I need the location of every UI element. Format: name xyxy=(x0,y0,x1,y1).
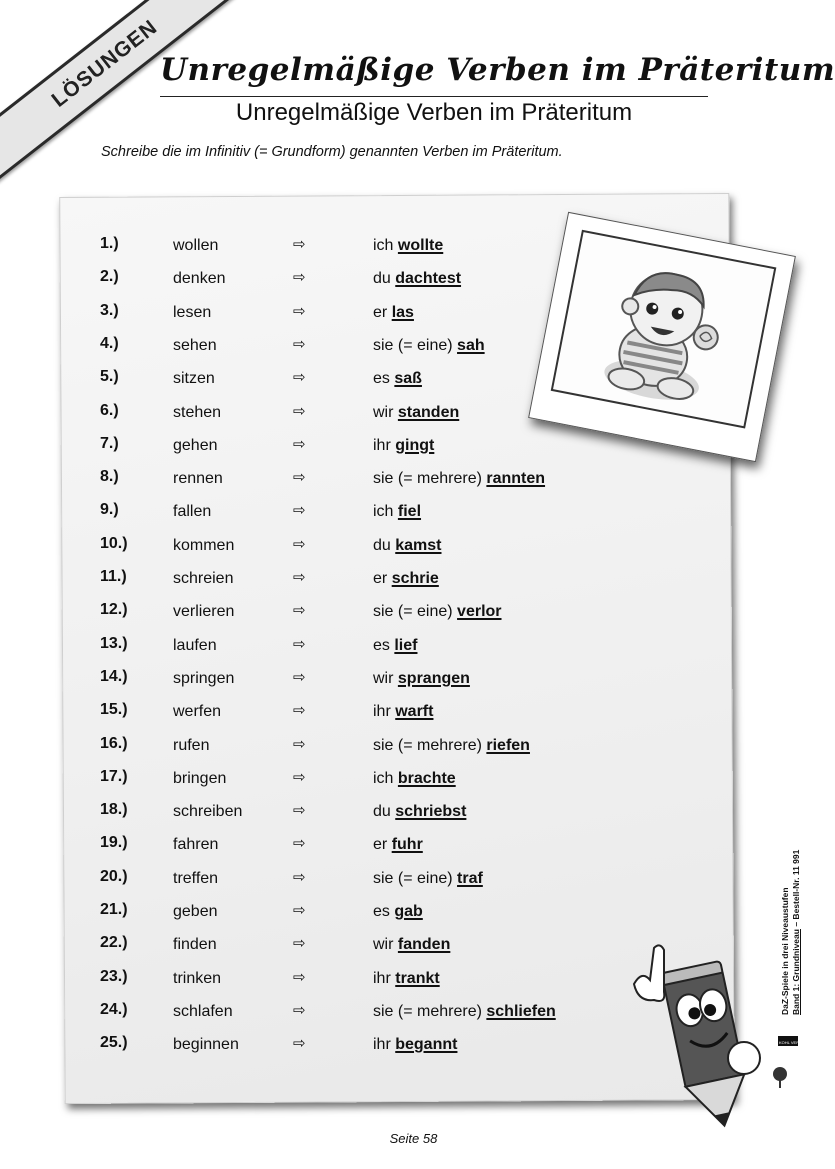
preterite-verb: kamst xyxy=(395,536,442,554)
pronoun: sie (= mehrere) xyxy=(373,1002,482,1020)
list-item xyxy=(0,229,700,257)
page-title-script: Unregelmäßige Verben im Präteritum xyxy=(160,52,835,88)
item-number: 18.) xyxy=(100,801,128,819)
pronoun: er xyxy=(373,303,388,321)
publisher-logo-text: KOHL VERLAG xyxy=(779,1040,808,1045)
page-title: Unregelmäßige Verben im Präteritum xyxy=(235,99,633,126)
preterite-answer xyxy=(373,537,442,555)
infinitive-verb: schlafen xyxy=(173,1002,233,1020)
preterite-verb: schrie xyxy=(391,570,439,587)
arrow-right-icon: ⇨ xyxy=(293,801,306,820)
preterite-answer xyxy=(373,670,470,688)
pronoun: ich xyxy=(373,769,394,787)
item-number: 17.) xyxy=(100,767,128,785)
infinitive-verb: sehen xyxy=(173,336,217,354)
item-number: 15.) xyxy=(100,701,128,719)
arrow-right-icon: ⇨ xyxy=(293,434,306,453)
pronoun: ihr xyxy=(373,1036,391,1054)
list-item xyxy=(0,1028,700,1056)
list-item xyxy=(0,595,700,623)
arrow-right-icon: ⇨ xyxy=(293,235,306,253)
infinitive-verb: wollen xyxy=(173,237,219,254)
item-number: 1.) xyxy=(100,235,119,252)
pronoun: es xyxy=(373,370,390,388)
preterite-verb: las xyxy=(391,303,414,321)
pronoun: du xyxy=(373,270,391,288)
preterite-answer xyxy=(373,803,466,821)
preterite-verb: riefen xyxy=(486,736,530,754)
preterite-answer xyxy=(373,836,423,854)
arrow-right-icon: ⇨ xyxy=(293,501,306,520)
list-item xyxy=(0,928,700,956)
pronoun: du xyxy=(373,803,391,821)
arrow-right-icon: ⇨ xyxy=(293,368,306,387)
infinitive-verb: rennen xyxy=(173,470,223,488)
item-number: 8.) xyxy=(100,468,119,486)
pronoun: sie (= mehrere) xyxy=(373,736,482,754)
infinitive-verb: lesen xyxy=(173,303,212,321)
preterite-verb: brachte xyxy=(397,769,456,787)
infinitive-verb: geben xyxy=(173,903,218,920)
preterite-verb: gab xyxy=(394,903,423,920)
preterite-verb: rannten xyxy=(486,470,546,488)
pronoun: ihr xyxy=(373,969,391,987)
arrow-right-icon: ⇨ xyxy=(293,534,306,553)
infinitive-verb: werfen xyxy=(173,703,222,721)
pronoun: sie (= eine) xyxy=(373,869,453,887)
series-title: DaZ-Spiele in drei Niveaustufen xyxy=(780,887,790,1015)
pronoun: ihr xyxy=(373,436,391,454)
item-number: 14.) xyxy=(100,667,128,685)
list-item xyxy=(0,762,700,790)
item-number: 3.) xyxy=(100,301,119,319)
pronoun: sie (= eine) xyxy=(373,603,453,621)
item-number: 23.) xyxy=(100,967,128,985)
arrow-right-icon: ⇨ xyxy=(293,767,306,786)
item-number: 5.) xyxy=(100,368,119,386)
pronoun: ich xyxy=(373,503,394,521)
item-number: 13.) xyxy=(100,634,128,652)
infinitive-verb: finden xyxy=(173,936,217,954)
pronoun: er xyxy=(373,836,388,854)
arrow-right-icon: ⇨ xyxy=(293,934,306,953)
infinitive-verb: verlieren xyxy=(173,603,235,621)
pronoun: es xyxy=(373,903,390,920)
arrow-right-icon: ⇨ xyxy=(293,334,306,353)
arrow-right-icon: ⇨ xyxy=(293,901,306,919)
preterite-answer xyxy=(373,1003,556,1021)
infinitive-verb: kommen xyxy=(173,536,235,554)
preterite-answer xyxy=(373,970,440,988)
arrow-right-icon: ⇨ xyxy=(293,734,306,753)
infinitive-verb: schreiben xyxy=(173,803,243,821)
pronoun: es xyxy=(373,636,390,654)
preterite-verb: verlor xyxy=(457,603,502,621)
item-number: 21.) xyxy=(100,901,128,918)
preterite-answer xyxy=(373,237,443,255)
preterite-answer xyxy=(373,703,433,721)
infinitive-verb: fahren xyxy=(173,836,219,854)
infinitive-verb: fallen xyxy=(173,503,212,521)
list-item xyxy=(0,662,700,690)
preterite-verb: trankt xyxy=(395,969,440,987)
preterite-verb: lief xyxy=(394,636,418,654)
pronoun: sie (= eine) xyxy=(373,336,453,354)
preterite-verb: fuhr xyxy=(391,836,423,854)
arrow-right-icon: ⇨ xyxy=(293,1034,306,1053)
page-number: Seite 58 xyxy=(389,1131,438,1146)
preterite-verb: sah xyxy=(457,336,485,354)
preterite-verb: sprangen xyxy=(397,669,470,687)
list-item xyxy=(0,429,700,457)
preterite-verb: fiel xyxy=(397,503,422,521)
arrow-right-icon: ⇨ xyxy=(293,667,306,686)
preterite-answer xyxy=(373,470,545,488)
arrow-right-icon: ⇨ xyxy=(293,834,306,853)
infinitive-verb: stehen xyxy=(173,403,222,421)
arrow-right-icon: ⇨ xyxy=(293,867,306,886)
preterite-verb: schliefen xyxy=(486,1002,556,1020)
preterite-verb: begannt xyxy=(395,1036,458,1054)
preterite-answer xyxy=(373,304,414,322)
item-number: 24.) xyxy=(100,1000,128,1018)
arrow-right-icon: ⇨ xyxy=(293,634,306,653)
list-item xyxy=(0,329,700,357)
arrow-right-icon: ⇨ xyxy=(293,601,306,620)
pronoun: du xyxy=(373,536,391,554)
item-number: 16.) xyxy=(100,734,128,752)
infinitive-verb: bringen xyxy=(173,769,227,787)
preterite-answer xyxy=(373,870,483,888)
series-band: Band 1: Grundniveau – Bestell-Nr. 11 991 xyxy=(791,849,801,1015)
arrow-right-icon: ⇨ xyxy=(293,1000,306,1019)
infinitive-verb: sitzen xyxy=(173,370,215,388)
item-number: 19.) xyxy=(100,834,128,852)
item-number: 11.) xyxy=(100,568,127,585)
preterite-verb: schriebst xyxy=(395,803,467,821)
preterite-verb: warft xyxy=(395,703,434,721)
list-item xyxy=(0,296,700,324)
list-item xyxy=(0,995,700,1023)
preterite-verb: dachtest xyxy=(395,270,462,288)
preterite-verb: saß xyxy=(394,370,422,388)
item-number: 22.) xyxy=(100,934,128,952)
item-number: 2.) xyxy=(100,268,119,286)
list-item xyxy=(0,362,700,390)
list-item xyxy=(0,895,700,923)
infinitive-verb: gehen xyxy=(173,436,218,454)
preterite-answer xyxy=(373,903,423,921)
arrow-right-icon: ⇨ xyxy=(293,401,306,420)
infinitive-verb: trinken xyxy=(173,969,222,987)
instruction-text: Schreibe die im Infinitiv (= Grundform) genannten Verben im Präteritum. xyxy=(101,144,563,160)
list-item xyxy=(0,629,700,657)
list-item xyxy=(0,795,700,823)
pronoun: sie (= mehrere) xyxy=(373,470,482,488)
preterite-answer xyxy=(373,936,450,954)
item-number: 25.) xyxy=(100,1034,128,1052)
item-number: 12.) xyxy=(100,601,128,619)
list-item xyxy=(0,695,700,723)
infinitive-verb: springen xyxy=(173,669,235,687)
preterite-answer xyxy=(373,737,530,755)
list-item xyxy=(0,495,700,523)
arrow-right-icon: ⇨ xyxy=(293,468,306,487)
preterite-answer xyxy=(373,337,485,355)
infinitive-verb: rufen xyxy=(173,736,210,754)
preterite-answer xyxy=(373,437,434,455)
infinitive-verb: laufen xyxy=(173,636,217,654)
list-item xyxy=(0,396,700,424)
infinitive-verb: schreien xyxy=(173,570,234,587)
list-item xyxy=(0,462,700,490)
arrow-right-icon: ⇨ xyxy=(293,568,306,586)
list-item xyxy=(0,529,700,557)
preterite-answer xyxy=(373,570,439,588)
pronoun: wir xyxy=(373,403,394,421)
infinitive-verb: denken xyxy=(173,270,226,288)
preterite-verb: standen xyxy=(397,403,460,421)
arrow-right-icon: ⇨ xyxy=(293,301,306,320)
infinitive-verb: treffen xyxy=(173,869,219,887)
preterite-answer xyxy=(373,270,461,288)
list-item xyxy=(0,262,700,290)
infinitive-verb: beginnen xyxy=(173,1036,239,1054)
item-number: 7.) xyxy=(100,434,119,452)
pronoun: er xyxy=(373,570,388,587)
arrow-right-icon: ⇨ xyxy=(293,967,306,986)
preterite-answer xyxy=(373,404,459,422)
preterite-answer xyxy=(373,770,456,788)
preterite-verb: fanden xyxy=(397,936,451,954)
preterite-answer xyxy=(373,370,422,388)
preterite-answer xyxy=(373,603,502,621)
list-item xyxy=(0,729,700,757)
preterite-answer xyxy=(373,503,421,521)
solutions-badge-label: LÖSUNGEN xyxy=(47,15,162,112)
list-item xyxy=(0,562,700,590)
preterite-verb: wollte xyxy=(397,237,444,254)
item-number: 9.) xyxy=(100,501,119,519)
pronoun: wir xyxy=(373,669,394,687)
preterite-answer xyxy=(373,637,417,655)
pronoun: ich xyxy=(373,237,394,254)
arrow-right-icon: ⇨ xyxy=(293,701,306,720)
list-item xyxy=(0,962,700,990)
preterite-verb: traf xyxy=(457,869,483,887)
preterite-verb: gingt xyxy=(395,436,435,454)
list-item xyxy=(0,828,700,856)
preterite-answer xyxy=(373,1036,457,1054)
item-number: 10.) xyxy=(100,534,128,552)
title-divider xyxy=(160,96,708,97)
item-number: 20.) xyxy=(100,867,128,885)
item-number: 4.) xyxy=(100,334,119,352)
pronoun: ihr xyxy=(373,703,391,721)
publisher-logo xyxy=(770,1030,808,1090)
arrow-right-icon: ⇨ xyxy=(293,268,306,287)
pencil-mascot-icon xyxy=(624,940,764,1135)
publisher-info xyxy=(780,850,802,1015)
pronoun: wir xyxy=(373,936,394,954)
item-number: 6.) xyxy=(100,401,119,419)
list-item xyxy=(0,862,700,890)
